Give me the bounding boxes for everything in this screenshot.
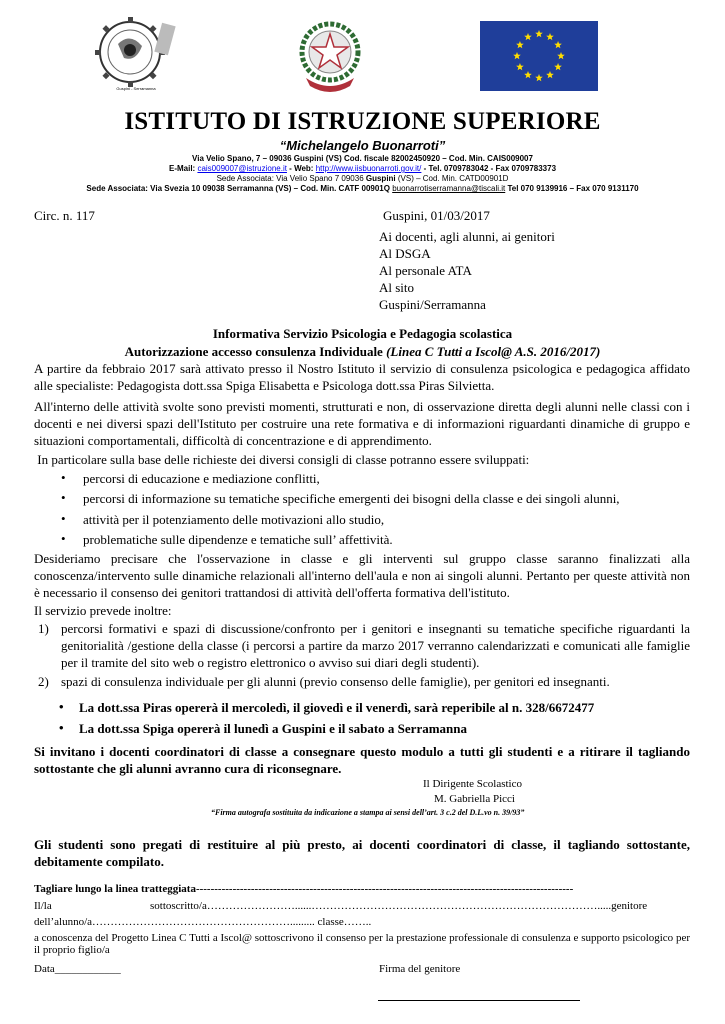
signature-name: M. Gabriella Picci (434, 793, 515, 805)
schedule-spiga: La dott.ssa Spiga opererà il lunedì a Guspini e il sabato a Serramanna (79, 721, 468, 736)
recipient: Al DSGA (379, 246, 431, 261)
recipients (379, 228, 555, 313)
schedule-piras: La dott.ssa Piras opererà il mercoledì, il giovedì e il venerdì, sarà reperibile al n. 328/6672477 (79, 700, 595, 715)
eu-star-icon (513, 52, 521, 59)
institute-title: ISTITUTO DI ISTRUZIONE SUPERIORE (124, 108, 601, 135)
list-item: percorsi di educazione e mediazione conflitti, (83, 471, 320, 486)
cut-line: Tagliare lungo la linea tratteggiata------------------------------------------------------------------------------------------------------- (34, 883, 574, 895)
eu-star-icon (524, 71, 532, 78)
list-item: percorsi di informazione su tematiche specifiche emergenti dei bisogni della classe e dei singoli alunni, (83, 491, 620, 506)
recipient: Al personale ATA (379, 263, 472, 278)
header-serramanna-site: Sede Associata: Via Svezia 10 09038 Serramanna (VS) – Cod. Min. CATF 00901Q buonarrotiserramanna@tiscali.it Tel 070 9139916 – Fax 070 9131170 (86, 184, 639, 193)
list-number: 1) (38, 621, 49, 636)
italian-republic-emblem (298, 20, 362, 92)
eu-star-icon (535, 74, 543, 81)
paragraph-activities: All'interno delle attività svolte sono previsti momenti, strutturati e non, di osservazione diretta degli alunni nelle classi con i docenti e nei diversi spazi dell'Istituto per costruire una rete formativa e di informazioni riguardanti dinamiche di gruppo e situazioni comportamentali, difficoltà di concentrazione e di apprendimento. (34, 399, 690, 448)
numbered-item: percorsi formativi e spazi di discussione/confronto per i genitori e insegnanti su tematiche specifiche riguardanti la genitorialità /gestione della classe (i percorsi a partire da marzo 2017 verranno calendarizzati e comunicati alle famiglie per il tramite del sito web o registro elettronico o avviso sui diari degli studenti). (61, 621, 690, 670)
circular-number: Circ. n. 117 (34, 208, 95, 223)
bullet-dot: • (61, 511, 66, 526)
bullet-dot: • (59, 720, 64, 735)
paragraph-invitation: Si invitano i docenti coordinatori di classe a consegnare questo modulo a tutti gli studenti e a ritirare il tagliando sottostante che gli alunni avranno cura di riconsegnare. (34, 744, 690, 776)
email-link[interactable]: cais009007@istruzione.it (197, 164, 287, 173)
signature-role: Il Dirigente Scolastico (423, 778, 522, 790)
eu-flag (480, 21, 598, 91)
subject-line-2: Autorizzazione accesso consulenza Individuale (Linea C Tutti a Iscol@ A.S. 2016/2017) (124, 344, 601, 359)
eu-star-icon (554, 63, 562, 70)
serramanna-email-link[interactable]: buonarrotiserramanna@tiscali.it (392, 184, 506, 193)
bullet-dot: • (61, 531, 66, 546)
eu-star-icon (546, 71, 554, 78)
recipient: Guspini/Serramanna (379, 297, 486, 312)
eu-star-icon (516, 41, 524, 48)
subject-line-1: Informativa Servizio Psicologia e Pedagogia scolastica (212, 326, 513, 341)
header-contacts: E-Mail: cais009007@istruzione.it - Web: http://www.iisbuonarroti.gov.it/ - Tel. 0709783042 - Fax 0709783373 (168, 164, 557, 173)
paragraph-observation: Desideriamo precisare che l'osservazione in classe e gli interventi sul gruppo classe saranno finalizzati alla conoscenza/intervento sulle dinamiche relazionali all'interno dell'aula e non ai singoli alunni. Pertanto per queste attività non è necessario il consenso dei genitori trattandosi di attività dell'offerta formativa dell'istituto. (34, 551, 690, 600)
eu-star-icon (557, 52, 565, 59)
form-label-il-la: Il/la (34, 900, 52, 912)
recipient: Al sito (379, 280, 415, 295)
numbered-item: spazi di consulenza individuale per gli alunni (previo consenso delle famiglie), per genitori ed insegnanti. (61, 674, 610, 689)
form-field-date[interactable]: Data____________ (34, 963, 121, 975)
recipient: Ai docenti, agli alunni, ai genitori (379, 229, 555, 244)
paragraph-intro-list: In particolare sulla base delle richieste dei diversi consigli di classe potranno essere sviluppati: (34, 452, 530, 467)
document-date: Guspini, 01/03/2017 (383, 208, 490, 223)
list-item: problematiche sulle dipendenze e tematiche sull’ affettività. (83, 532, 393, 547)
bullet-dot: • (59, 699, 64, 714)
list-number: 2) (38, 674, 49, 689)
form-consent-text: a conoscenza del Progetto Linea C Tutti a Iscol@ sottoscrivono il consenso per la prestazione professionale di consulenza e supporto psicologico per il proprio figlio/a (34, 932, 690, 956)
bullet-dot: • (61, 490, 66, 505)
header-guspini-site: Sede Associata: Via Velio Spano 7 09036 Guspini (VS) – Cod. Min. CATD00901D (216, 174, 509, 183)
eu-star-icon (524, 33, 532, 40)
header-address: Via Velio Spano, 7 – 09036 Guspini (VS) Cod. fiscale 82002450920 – Cod. Min. CAIS009007 (192, 154, 533, 163)
school-logo-caption: Guspini - Serramanna (116, 86, 156, 91)
bullet-dot: • (61, 470, 66, 485)
paragraph-intro: A partire da febbraio 2017 sarà attivato presso il Nostro Istituto il servizio di consulenza psicologica e pedagogica affidato alle specialiste: Pedagogista dott.ssa Spiga Elisabetta e Psicologa dott.ssa Piras Silvietta. (34, 361, 690, 393)
web-link[interactable]: http://www.iisbuonarroti.gov.it/ (315, 164, 422, 173)
eu-star-icon (516, 63, 524, 70)
form-signature-label: Firma del genitore (379, 963, 461, 975)
signature-line[interactable] (378, 1000, 580, 1001)
list-item: attività per il potenziamento delle motivazioni allo studio, (83, 512, 385, 527)
form-field-undersigned[interactable]: sottoscritto/a……………………......…………………………………………………………………….....genitore (150, 900, 648, 912)
signature-note: “Firma autografa sostituita da indicazione a stampa ai sensi dell’art. 3 c.2 del D.L.vo n. 39/93” (211, 808, 525, 817)
paragraph-service-intro: Il servizio prevede inoltre: (34, 603, 172, 618)
institute-subtitle: “Michelangelo Buonarroti” (279, 138, 446, 153)
eu-star-icon (535, 30, 543, 37)
paragraph-return-notice: Gli studenti sono pregati di restituire al più presto, ai docenti coordinatori di classe, il tagliando sottostante, debitamente compilato. (34, 837, 690, 869)
eu-star-icon (554, 41, 562, 48)
form-field-student-class[interactable]: dell’alunno/a………………………………………………......... classe…….. (34, 916, 372, 928)
eu-star-icon (546, 33, 554, 40)
school-logo (88, 14, 184, 96)
